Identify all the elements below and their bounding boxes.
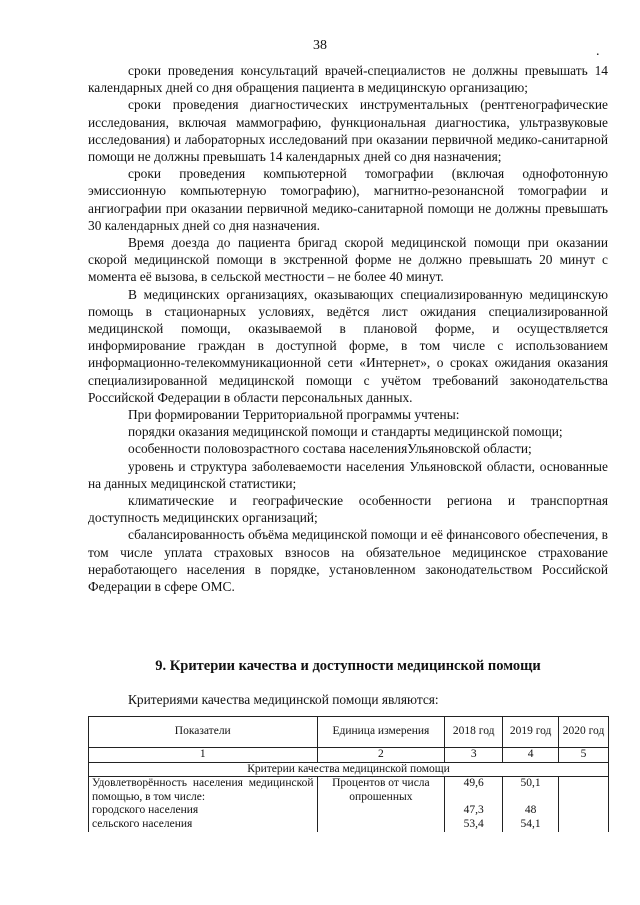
unit-cell: Процентов от числа опрошенных <box>317 777 445 832</box>
column-number: 4 <box>503 748 559 763</box>
value-2018-cell <box>445 777 503 832</box>
page-number: 38 <box>313 38 327 53</box>
header-unit: Единица измерения <box>317 717 445 748</box>
header-2019: 2019 год <box>503 717 559 748</box>
indicator-label: Удовлетворённость населения медицинской помощью, в том числе: <box>92 777 314 803</box>
value: 50,1 <box>520 777 541 790</box>
table-section-row <box>89 762 609 777</box>
paragraph: сроки проведения диагностических инструментальных (рентгенографические исследования, включая маммографию, функциональная диагностика, ультразвуковые исследования) и лабораторных исследований при оказании первичной медико-санитарной помощи не должны превышать 14 календарных дней со дня назначения; <box>88 97 608 165</box>
paragraph: сбалансированность объёма медицинской помощи и её финансового обеспечения, в том числе уплата страховых взносов на обязательное медицинское страхование неработающего населения в порядке, установленном законодательством Российской Федерации в сфере ОМС. <box>88 527 608 595</box>
body-text <box>88 62 608 595</box>
value: 47,3 <box>463 804 484 817</box>
paragraph: порядки оказания медицинской помощи и стандарты медицинской помощи; <box>128 424 563 440</box>
column-number: 1 <box>89 748 318 763</box>
table-header-row <box>89 717 609 748</box>
column-number: 5 <box>559 748 609 763</box>
column-number-row <box>89 748 609 763</box>
value: 48 <box>524 804 537 817</box>
header-2020: 2020 год <box>559 717 609 748</box>
paragraph: Время доезда до пациента бригад скорой медицинской помощи при оказании скорой медицинской помощи в экстренной форме не должно превышать 20 минут с момента её вызова, в сельской местности – не более 40 минут. <box>88 235 608 285</box>
intro-text: Критериями качества медицинской помощи являются: <box>128 692 439 707</box>
paragraph: особенности половозрастного состава населенияУльяновской области; <box>128 441 532 457</box>
paragraph: сроки проведения консультаций врачей-специалистов не должны превышать 14 календарных дней со дня обращения пациента в медицинскую организацию; <box>88 63 608 96</box>
paragraph: сроки проведения компьютерной томографии (включая однофотонную эмиссионную компьютерную томографию), магнитно-резонансной томографии и ангиографии при оказании первичной медико-санитарной помощи не должны превышать 30 календарных дней со дня назначения. <box>88 166 608 233</box>
column-number: 2 <box>317 748 445 763</box>
value: 54,1 <box>520 817 541 830</box>
value-2020-cell <box>559 777 609 832</box>
criteria-table <box>88 716 609 832</box>
indicator-cell <box>89 777 318 832</box>
spacer <box>506 791 555 805</box>
paragraph: климатические и географические особенности региона и транспортная доступность медицинских организаций; <box>88 493 608 526</box>
header-2018: 2018 год <box>445 717 503 748</box>
table-section-title: Критерии качества медицинской помощи <box>89 762 609 777</box>
value-2019-cell <box>503 777 559 832</box>
spacer <box>448 791 499 805</box>
indicator-sublabel: городского населения <box>92 804 199 817</box>
column-number: 3 <box>445 748 503 763</box>
page-mark: . <box>596 44 600 59</box>
section-heading: 9. Критерии качества и доступности медицинской помощи <box>155 658 541 674</box>
paragraph: В медицинских организациях, оказывающих специализированную медицинскую помощь в стационарных условиях, ведётся лист ожидания специализированной медицинской помощи, оказываемой в плановой форме, и осуществляется информирование граждан в доступной форме, в том числе с использованием информационно-телекоммуникационной сети «Интернет», о сроках ожидания оказания специализированной медицинской помощи с учётом требований законодательства Российской Федерации в области персональных данных. <box>88 286 608 405</box>
indicator-sublabel: сельского населения <box>92 817 193 830</box>
paragraph: При формировании Территориальной программы учтены: <box>128 407 460 423</box>
value: 49,6 <box>463 777 484 790</box>
value: 53,4 <box>463 817 484 830</box>
header-indicators: Показатели <box>89 717 318 748</box>
paragraph: уровень и структура заболеваемости населения Ульяновской области, основанные на данных медицинской статистики; <box>88 458 608 491</box>
table-row <box>89 777 609 832</box>
